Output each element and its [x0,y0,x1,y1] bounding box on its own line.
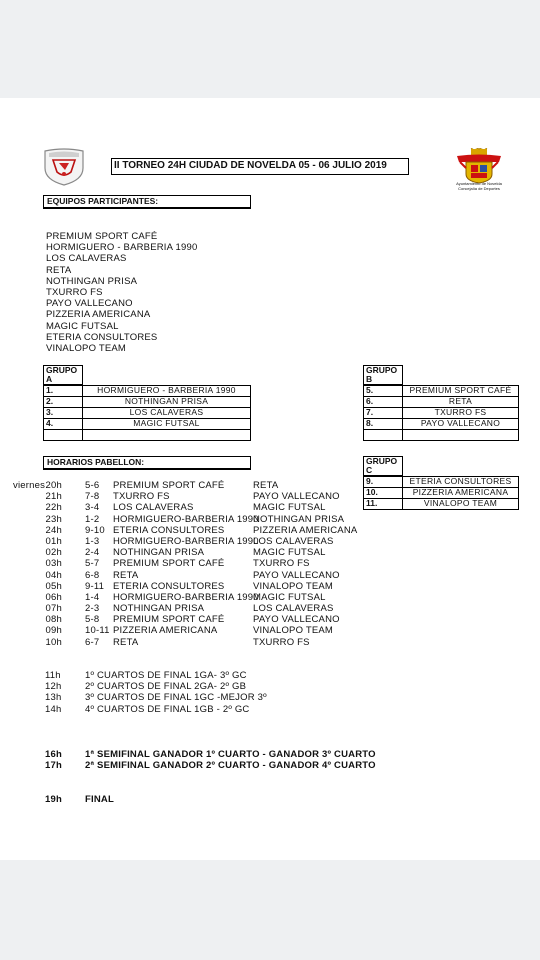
away-team: LOS CALAVERAS [253,535,334,547]
group-a-heading-spacer [83,366,251,386]
schedule-row [45,502,365,513]
away-team: TXURRO FS [253,636,310,648]
group-team: VINALOPO TEAM [403,498,519,509]
group-position: 8. [364,419,403,430]
match-pairing: 6-7 [85,636,100,648]
schedule-row [45,625,365,636]
table-row [364,476,519,487]
away-team: PAYO VALLECANO [253,614,340,626]
semifinal-row [45,760,375,771]
match-time: 09h [45,625,62,637]
crest-caption-line: Concejalía de Deportes [458,185,500,191]
round-time: 13h [45,692,62,704]
away-team: MAGIC FUTSAL [253,547,326,559]
group-team: ETERIA CONSULTORES [403,476,519,487]
home-team: ETERIA CONSULTORES [113,524,225,536]
table-row [44,430,251,441]
team-list-item: HORMIGUERO - BARBERIA 1990 [46,242,198,254]
schedule-row [45,570,365,581]
quarterfinal-row [45,681,345,692]
away-team: PAYO VALLECANO [253,491,340,503]
group-position: 3. [44,407,83,418]
match-time: 24h [45,524,62,536]
match-time: 02h [45,547,62,559]
match-pairing: 5-7 [85,558,100,570]
match-pairing: 1-4 [85,591,100,603]
semifinals-list [45,749,375,771]
group-team [83,430,251,441]
table-row [364,407,519,418]
home-team: LOS CALAVERAS [113,502,194,514]
away-team: MAGIC FUTSAL [253,591,326,603]
match-time: 07h [45,603,62,615]
table-row [364,385,519,396]
schedule-row [45,491,365,502]
away-team: PAYO VALLECANO [253,569,340,581]
match-pairing: 2-3 [85,603,100,615]
match-time: 04h [45,569,62,581]
match-pairing: 5-8 [85,614,100,626]
schedule-row [45,558,365,569]
group-b-heading: GRUPO B [364,366,403,386]
group-team: PAYO VALLECANO [403,419,519,430]
schedule-heading: HORARIOS PABELLON: [43,456,251,470]
home-team: HORMIGUERO-BARBERIA 1990 [113,591,259,603]
poster-sheet [0,98,540,860]
away-team: RETA [253,480,279,491]
group-position: 1. [44,385,83,396]
group-team: LOS CALAVERAS [83,407,251,418]
round-description: 3º CUARTOS DE FINAL 1GC -MEJOR 3º [85,692,267,704]
table-row [44,385,251,396]
table-row [44,419,251,430]
match-time: 03h [45,558,62,570]
schedule-row [45,592,365,603]
match-pairing: 5-6 [85,480,100,491]
round-description: 2º CUARTOS DE FINAL 2GA- 2º GB [85,681,247,693]
group-position: 4. [44,419,83,430]
table-row [364,396,519,407]
group-position [364,430,403,441]
group-position: 10. [364,487,403,498]
group-position: 5. [364,385,403,396]
match-pairing: 9-11 [85,580,105,592]
table-row [364,430,519,441]
match-time: 05h [45,580,62,592]
group-position: 2. [44,396,83,407]
schedule-row [45,547,365,558]
group-position: 7. [364,407,403,418]
home-team: PIZZERIA AMERICANA [113,625,218,637]
home-team: PREMIUM SPORT CAFÉ [113,558,225,570]
group-team: HORMIGUERO - BARBERIA 1990 [83,385,251,396]
match-time: 01h [45,535,62,547]
match-pairing: 9-10 [85,524,105,536]
group-team: PREMIUM SPORT CAFÉ [403,385,519,396]
schedule-row [45,536,365,547]
group-position [44,430,83,441]
match-time: 08h [45,614,62,626]
team-list-item: PIZZERIA AMERICANA [46,309,151,321]
quarterfinals-list [45,670,345,715]
group-a-table [43,365,251,441]
final-time: 19h [45,794,62,805]
round-time: 16h [45,749,62,760]
match-pairing: 2-4 [85,547,100,559]
home-team: RETA [113,569,139,581]
group-c-table [363,456,519,510]
home-team: RETA [113,636,139,648]
group-team: MAGIC FUTSAL [83,419,251,430]
match-pairing: 3-4 [85,502,100,514]
away-team: LOS CALAVERAS [253,603,334,615]
table-row [364,498,519,509]
group-a-heading: GRUPO A [44,366,83,386]
round-description: 4º CUARTOS DE FINAL 1GB - 2º GC [85,703,250,715]
match-time: 10h [45,636,62,648]
final-text: FINAL [85,794,114,805]
away-team: NOTHINGAN PRISA [253,513,345,525]
teams-list [46,231,197,354]
tournament-title: II TORNEO 24H CIUDAD DE NOVELDA 05 - 06 JULIO 2019 [111,158,409,175]
match-time: 23h [45,513,62,525]
table-row [364,487,519,498]
town-crest-caption [447,182,511,191]
match-pairing: 10-11 [85,625,110,637]
club-badge-icon [43,148,85,186]
schedule-row [45,581,365,592]
team-list-item: ETERIA CONSULTORES [46,331,158,343]
match-pairing: 1-3 [85,535,100,547]
teams-heading: EQUIPOS PARTICIPANTES: [43,195,251,209]
team-list-item: VINALOPO TEAM [46,343,127,355]
schedule-list [45,480,365,648]
away-team: VINALOPO TEAM [253,580,334,592]
group-c-heading-spacer [403,457,519,477]
quarterfinal-row [45,692,345,703]
home-team: NOTHINGAN PRISA [113,603,205,615]
table-row [44,407,251,418]
table-row [44,396,251,407]
home-team: HORMIGUERO-BARBERIA 1990 [113,513,259,525]
match-pairing: 6-8 [85,569,100,581]
group-team: RETA [403,396,519,407]
group-position: 9. [364,476,403,487]
group-team [403,430,519,441]
group-team: TXURRO FS [403,407,519,418]
round-time: 11h [45,670,61,681]
away-team: PIZZERIA AMERICANA [253,524,358,536]
team-list-item: NOTHINGAN PRISA [46,275,138,287]
home-team: TXURRO FS [113,491,170,503]
match-pairing: 1-2 [85,513,100,525]
table-row [364,419,519,430]
home-team: PREMIUM SPORT CAFÉ [113,480,225,491]
schedule-row [45,514,365,525]
group-b-heading-spacer [403,366,519,386]
schedule-row [45,637,365,648]
final-row [45,794,245,805]
schedule-row [45,614,365,625]
schedule-row [45,603,365,614]
group-team: PIZZERIA AMERICANA [403,487,519,498]
group-position: 6. [364,396,403,407]
match-time: 06h [45,591,62,603]
team-list-item: LOS CALAVERAS [46,253,127,265]
round-description: 1º CUARTOS DE FINAL 1GA- 3º GC [85,670,247,681]
semifinal-row [45,749,375,760]
match-time: 20h [45,480,62,491]
round-time: 12h [45,681,62,693]
team-list-item: TXURRO FS [46,287,103,299]
group-c-heading: GRUPO C [364,457,403,477]
round-description: 1ª SEMIFINAL GANADOR 1º CUARTO - GANADOR 3º CUARTO [85,749,376,760]
away-team: MAGIC FUTSAL [253,502,326,514]
schedule-row [45,480,365,491]
team-list-item: MAGIC FUTSAL [46,320,119,332]
match-time: 21h [45,491,62,503]
match-time: 22h [45,502,62,514]
quarterfinal-row [45,670,345,681]
group-position: 11. [364,498,403,509]
away-team: VINALOPO TEAM [253,625,334,637]
match-pairing: 7-8 [85,491,100,503]
home-team: HORMIGUERO-BARBERIA 1990 [113,535,259,547]
quarterfinal-row [45,704,345,715]
round-description: 2ª SEMIFINAL GANADOR 2º CUARTO - GANADOR 4º CUARTO [85,760,376,772]
team-list-item: PREMIUM SPORT CAFÉ [46,231,158,242]
away-team: TXURRO FS [253,558,310,570]
home-team: PREMIUM SPORT CAFÉ [113,614,225,626]
home-team: NOTHINGAN PRISA [113,547,205,559]
round-time: 17h [45,760,62,772]
home-team: ETERIA CONSULTORES [113,580,225,592]
schedule-row [45,525,365,536]
group-b-table [363,365,519,441]
round-time: 14h [45,703,62,715]
team-list-item: RETA [46,264,72,276]
day-label: viernes [13,480,46,491]
crest-caption-line: Ayuntamiento de Novelda [456,181,502,186]
group-team: NOTHINGAN PRISA [83,396,251,407]
team-list-item: PAYO VALLECANO [46,298,133,310]
